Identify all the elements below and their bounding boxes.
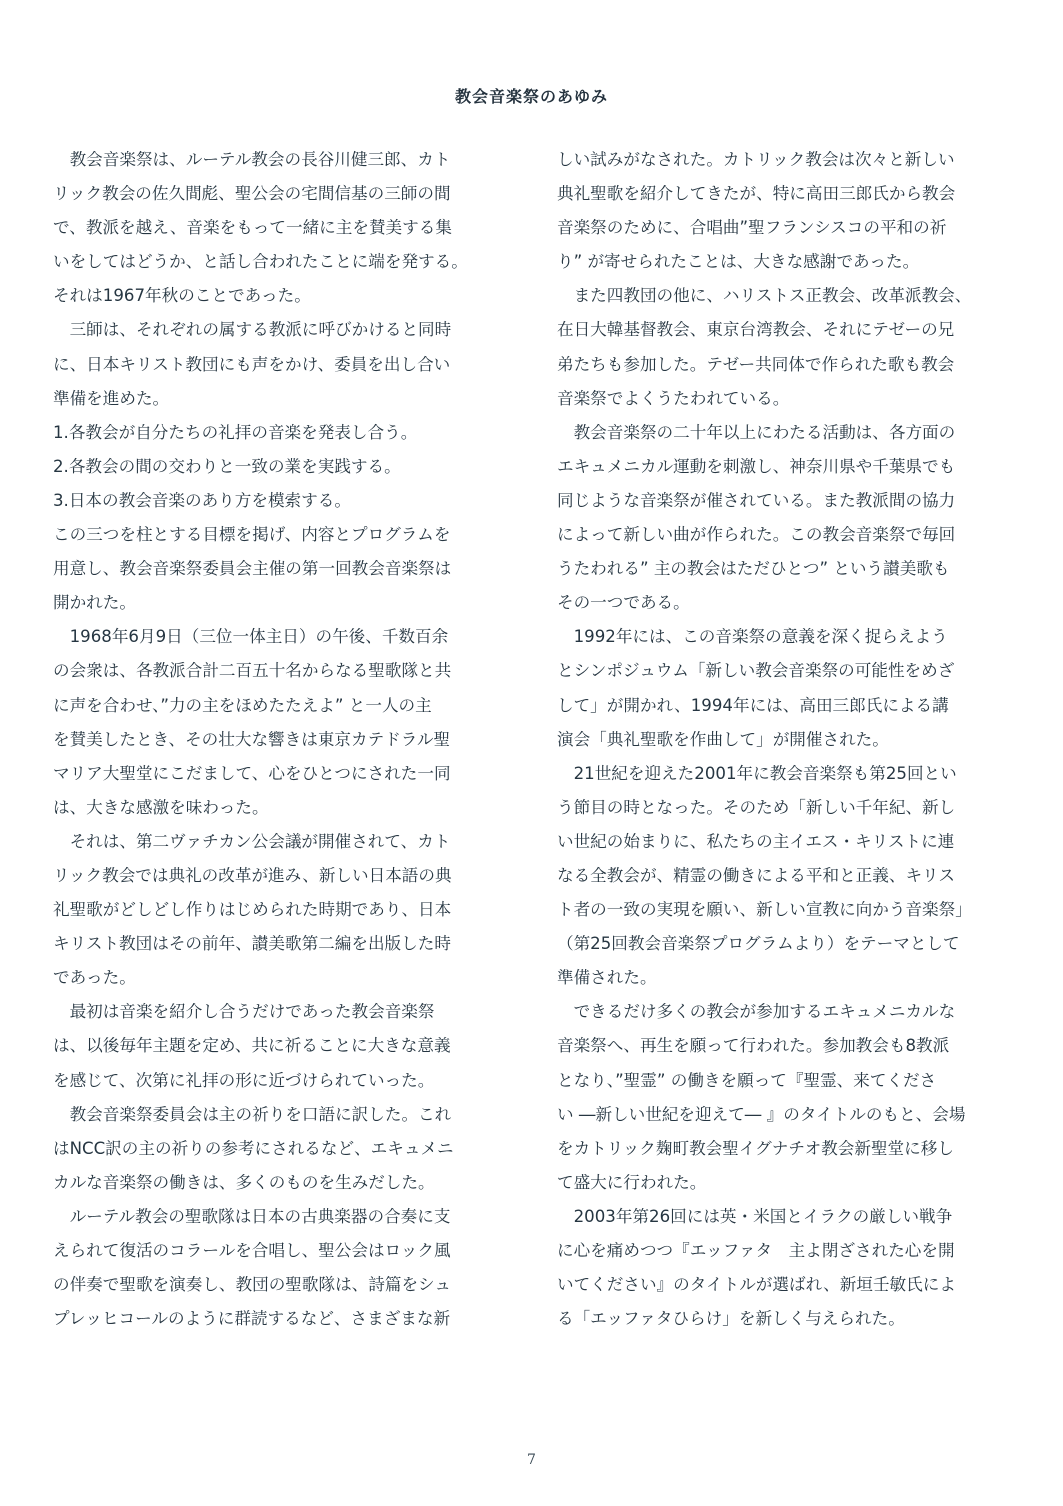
text-line: その一つである。 xyxy=(557,593,690,613)
text-line: 教会音楽祭委員会は主の祈りを口語に訳した。これ xyxy=(53,1104,452,1124)
text-line: をカトリック麹町教会聖イグナチオ教会新聖堂に移し xyxy=(557,1138,954,1158)
text-line: の会衆は、各教派合計二百五十名からなる聖歌隊と共 xyxy=(53,661,452,681)
text-line: 3.日本の教会音楽のあり方を模索する。 xyxy=(53,490,351,510)
text-line: い世紀の始まりに、私たちの主イエス・キリストに連 xyxy=(557,831,955,851)
text-line: はNCC訳の主の祈りの参考にされるなど、エキュメニ xyxy=(53,1138,454,1158)
text-line: 21世紀を迎えた2001年に教会音楽祭も第25回とい xyxy=(557,763,957,783)
text-line: となり、”聖霊” の働きを願って『聖霊、来てくださ xyxy=(557,1070,937,1090)
text-line: えられて復活のコラールを合唱し、聖公会はロック風 xyxy=(53,1241,451,1260)
text-line: リック教会では典礼の改革が進み、新しい日本語の典 xyxy=(53,865,452,885)
text-line: 同じような音楽祭が催されている。また教派間の協力 xyxy=(557,490,956,510)
text-line: キリスト教団はその前年、讃美歌第二編を出版した時 xyxy=(53,934,451,954)
right-column xyxy=(557,143,1005,1336)
text-line: 準備された。 xyxy=(557,968,657,988)
text-line: 典礼聖歌を紹介してきたが、特に高田三郎氏から教会 xyxy=(557,184,956,204)
text-line: なる全教会が、精霊の働きによる平和と正義、キリス xyxy=(557,865,955,885)
text-line: 1992年には、この音楽祭の意義を深く捉らえよう xyxy=(557,627,948,647)
text-line: それは、第二ヴァチカン公会議が開催されて、カト xyxy=(53,831,451,851)
page-title: 教会音楽祭のあゆみ xyxy=(454,87,608,106)
text-line: リック教会の佐久間彪、聖公会の宅間信基の三師の間 xyxy=(53,184,451,204)
text-line: それは1967年秋のことであった。 xyxy=(53,286,311,306)
text-line: 音楽祭でよくうたわれている。 xyxy=(557,388,790,408)
text-line: また四教団の他に、ハリストス正教会、改革派教会、 xyxy=(557,286,972,306)
text-line: プレッヒコールのように群読するなど、さまざまな新 xyxy=(53,1309,451,1329)
text-line: いをしてはどうか、と話し合われたことに端を発する。 xyxy=(53,252,468,272)
text-line: 最初は音楽を紹介し合うだけであった教会音楽祭 xyxy=(53,1002,435,1022)
text-line: ト者の一致の実現を願い、新しい宣教に向かう音楽祭」 xyxy=(557,900,972,920)
text-line: を賛美したとき、その壮大な響きは東京カテドラル聖 xyxy=(53,729,451,749)
page-number: 7 xyxy=(527,1452,536,1468)
text-line: り” が寄せられたことは、大きな感謝であった。 xyxy=(557,252,920,272)
text-line: は、以後毎年主題を定め、共に祈ることに大きな意義 xyxy=(53,1036,451,1056)
text-line: （第25回教会音楽祭プログラムより）をテーマとして xyxy=(557,934,960,954)
text-line: 三師は、それぞれの属する教派に呼びかけると同時 xyxy=(53,320,452,340)
text-line: しい試みがなされた。カトリック教会は次々と新しい xyxy=(557,150,955,169)
text-line: に声を合わせ、”力の主をほめたたえよ” と一人の主 xyxy=(53,695,432,715)
text-line: マリア大聖堂にこだまして、心をひとつにされた一同 xyxy=(53,763,451,783)
text-line: いてください』のタイトルが選ばれ、新垣壬敏氏によ xyxy=(557,1275,956,1295)
text-line: できるだけ多くの教会が参加するエキュメニカルな xyxy=(557,1002,956,1022)
text-line: ルーテル教会の聖歌隊は日本の古典楽器の合奏に支 xyxy=(53,1206,451,1226)
text-line: 教会音楽祭の二十年以上にわたる活動は、各方面の xyxy=(557,422,956,442)
text-line: 礼聖歌がどしどし作りはじめられた時期であり、日本 xyxy=(53,900,452,920)
text-line: 音楽祭のために、合唱曲”聖フランシスコの平和の祈 xyxy=(557,218,947,238)
text-line: の伴奏で聖歌を演奏し、教団の聖歌隊は、詩篇をシュ xyxy=(53,1275,451,1295)
text-line: 音楽祭へ、再生を願って行われた。参加教会も8教派 xyxy=(557,1036,950,1056)
text-line: 在日大韓基督教会、東京台湾教会、それにテゼーの兄 xyxy=(557,320,955,340)
text-line: に、日本キリスト教団にも声をかけ、委員を出し合い xyxy=(53,354,451,374)
text-line: 1968年6月9日（三位一体主日）の午後、千数百余 xyxy=(53,627,449,647)
text-line: 弟たちも参加した。テゼー共同体で作られた歌も教会 xyxy=(557,354,955,374)
text-line: 2003年第26回には英・米国とイラクの厳しい戦争 xyxy=(557,1206,953,1226)
text-line: 用意し、教会音楽祭委員会主催の第一回教会音楽祭は xyxy=(53,559,452,579)
text-line: 演会「典礼聖歌を作曲して」が開催された。 xyxy=(557,729,889,749)
text-line: る「エッファタひらけ」を新しく与えられた。 xyxy=(557,1309,905,1329)
left-column xyxy=(53,143,501,1336)
text-line: 1.各教会が自分たちの礼拝の音楽を発表し合う。 xyxy=(53,422,418,442)
text-line: い ―新しい世紀を迎えて― 』のタイトルのもと、会場 xyxy=(557,1104,966,1124)
text-line: 2.各教会の間の交わりと一致の業を実践する。 xyxy=(53,456,401,476)
text-line: によって新しい曲が作られた。この教会音楽祭で毎回 xyxy=(557,525,956,545)
text-line: であった。 xyxy=(53,968,136,988)
text-line: カルな音楽祭の働きは、多くのものを生みだした。 xyxy=(53,1172,435,1192)
text-line: エキュメニカル運動を刺激し、神奈川県や千葉県でも xyxy=(557,456,956,476)
text-line: して」が開かれ、1994年には、高田三郎氏による講 xyxy=(557,695,949,715)
text-line: に心を痛めつつ『エッファタ 主よ閉ざされた心を開 xyxy=(557,1241,955,1260)
text-line: は、大きな感激を味わった。 xyxy=(53,797,269,817)
text-line: て盛大に行われた。 xyxy=(557,1172,707,1192)
text-line: 開かれた。 xyxy=(53,593,136,613)
text-line: うたわれる” 主の教会はただひとつ” という讃美歌も xyxy=(557,559,950,579)
text-line: で、教派を越え、音楽をもって一緒に主を賛美する集 xyxy=(53,218,452,238)
text-line: 準備を進めた。 xyxy=(53,388,170,408)
text-line: を感じて、次第に礼拝の形に近づけられていった。 xyxy=(53,1070,435,1090)
text-line: この三つを柱とする目標を掲げ、内容とプログラムを xyxy=(53,525,451,545)
text-line: う節目の時となった。そのため「新しい千年紀、新し xyxy=(557,797,956,817)
text-line: 教会音楽祭は、ルーテル教会の長谷川健三郎、カト xyxy=(53,150,451,169)
text-line: とシンポジュウム「新しい教会音楽祭の可能性をめざ xyxy=(557,661,955,681)
